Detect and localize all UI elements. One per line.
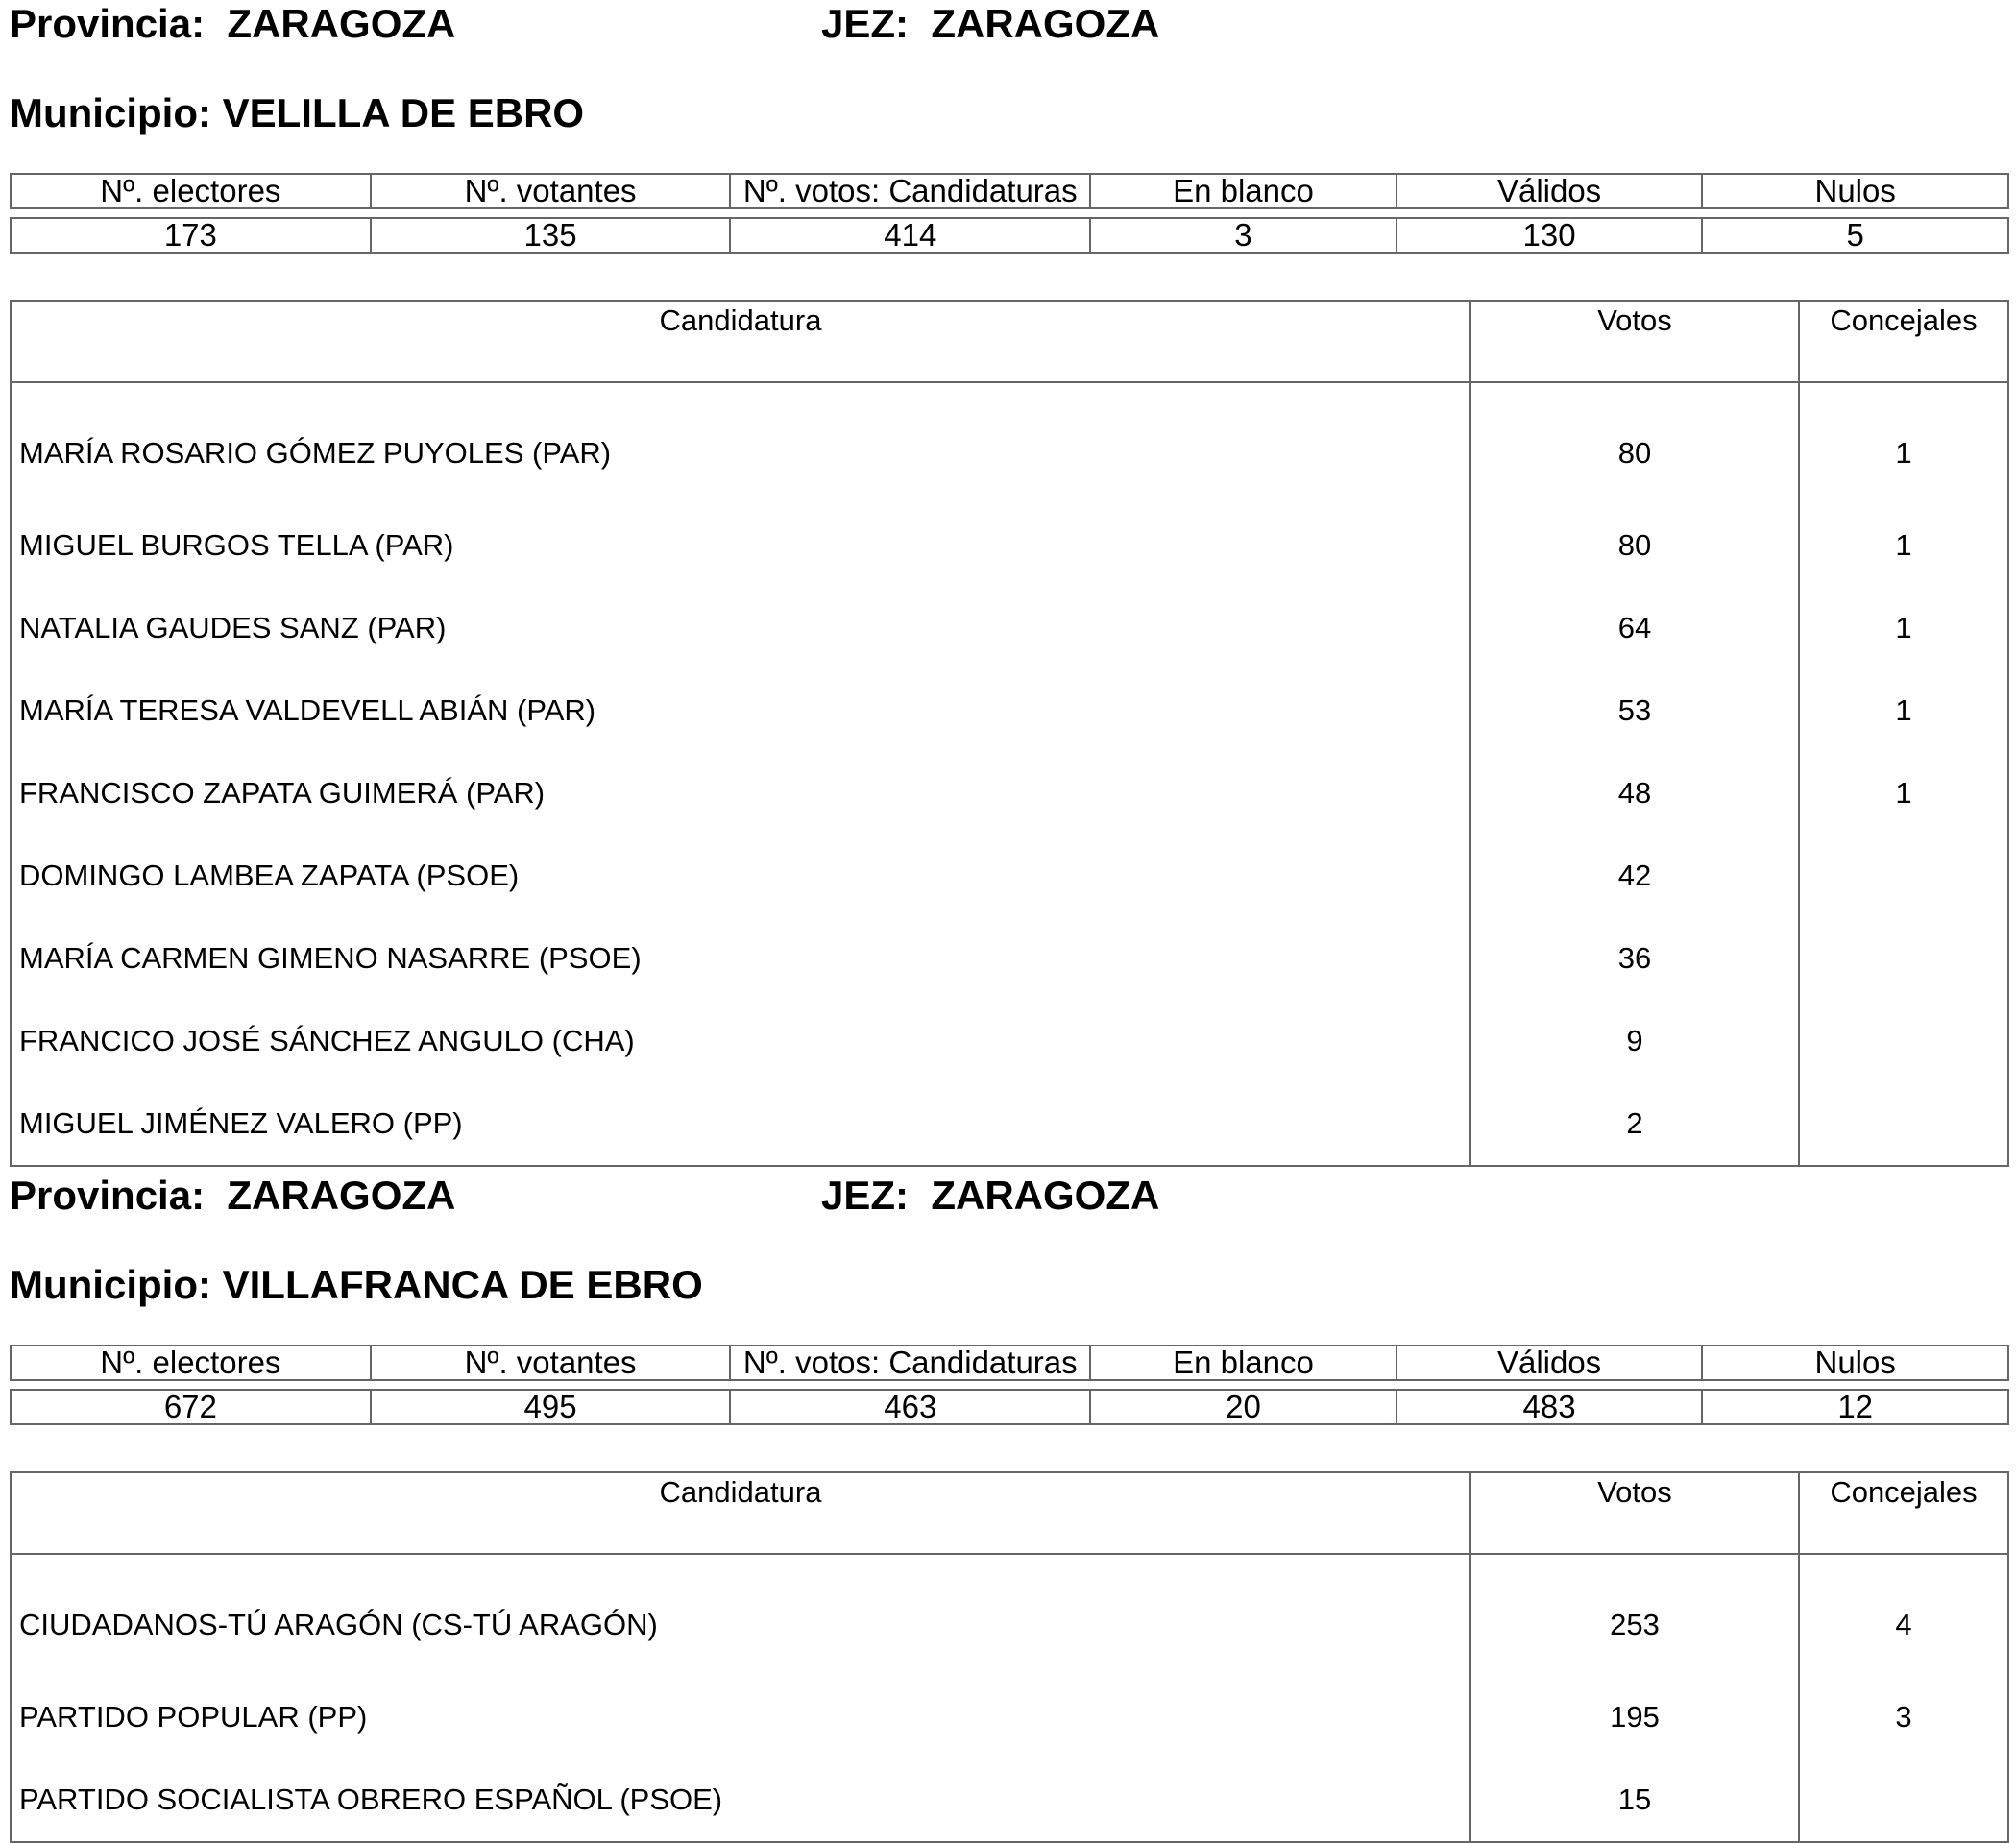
stats-header-row bbox=[11, 1346, 2008, 1380]
stats-value-cell: 5 bbox=[1702, 218, 2008, 253]
stats-value-cell: 495 bbox=[371, 1390, 731, 1424]
candidate-votes: 42 bbox=[1470, 835, 1799, 917]
municipality-section bbox=[10, 0, 2009, 1140]
candidate-name: MARÍA CARMEN GIMENO NASARRE (PSOE) bbox=[19, 941, 642, 975]
candidate-votes: 53 bbox=[1470, 669, 1799, 752]
stats-value-cell: 672 bbox=[11, 1390, 371, 1424]
stats-header-cell: Válidos bbox=[1397, 1346, 1703, 1380]
candidatura-header: Candidatura bbox=[11, 301, 1470, 382]
table-row bbox=[11, 669, 2008, 752]
concejales-header: Concejales bbox=[1799, 1472, 2008, 1554]
candidate-votes: 2 bbox=[1470, 1082, 1799, 1166]
candidate-seats: 1 bbox=[1799, 587, 2008, 669]
candidate-seats bbox=[1799, 1000, 2008, 1082]
candidate-votes: 15 bbox=[1470, 1758, 1799, 1842]
municipality-section bbox=[10, 1172, 2009, 1816]
candidate-name: MARÍA ROSARIO GÓMEZ PUYOLES (PAR) bbox=[19, 436, 612, 470]
stats-value-row bbox=[11, 1390, 2008, 1424]
stats-value-cell: 135 bbox=[371, 218, 731, 253]
votos-header: Votos bbox=[1470, 301, 1799, 382]
table-row bbox=[11, 917, 2008, 1000]
table-row bbox=[11, 835, 2008, 917]
stats-value-cell: 3 bbox=[1090, 218, 1397, 253]
provincia-label: Provincia: ZARAGOZA bbox=[10, 1173, 456, 1218]
candidates-header-row bbox=[11, 301, 2008, 382]
jez-label: JEZ: ZARAGOZA bbox=[821, 1, 1160, 46]
concejales-header: Concejales bbox=[1799, 301, 2008, 382]
candidate-name: MIGUEL BURGOS TELLA (PAR) bbox=[19, 528, 454, 562]
candidates-table bbox=[10, 300, 2009, 1167]
candidate-votes: 48 bbox=[1470, 752, 1799, 835]
stats-header-cell: Válidos bbox=[1397, 174, 1703, 208]
candidate-name: FRANCICO JOSÉ SÁNCHEZ ANGULO (CHA) bbox=[19, 1024, 635, 1057]
candidate-seats bbox=[1799, 1082, 2008, 1166]
stats-header-cell: Nulos bbox=[1702, 174, 2008, 208]
candidate-name: FRANCISCO ZAPATA GUIMERÁ (PAR) bbox=[19, 776, 546, 810]
stats-value-cell: 20 bbox=[1090, 1390, 1397, 1424]
stats-table bbox=[10, 1345, 2009, 1425]
stats-value-row bbox=[11, 218, 2008, 253]
table-row bbox=[11, 1000, 2008, 1082]
stats-header-cell: En blanco bbox=[1090, 1346, 1397, 1380]
candidate-seats: 1 bbox=[1799, 382, 2008, 504]
candidate-votes: 80 bbox=[1470, 504, 1799, 587]
stats-header-cell: Nº. votos: Candidaturas bbox=[730, 174, 1090, 208]
header-row bbox=[10, 1172, 2009, 1220]
candidate-seats: 3 bbox=[1799, 1676, 2008, 1758]
stats-value-cell: 130 bbox=[1397, 218, 1703, 253]
candidate-name: PARTIDO SOCIALISTA OBRERO ESPAÑOL (PSOE) bbox=[19, 1782, 723, 1816]
candidates-header-row bbox=[11, 1472, 2008, 1554]
candidate-name: PARTIDO POPULAR (PP) bbox=[19, 1700, 368, 1734]
candidate-name: MIGUEL JIMÉNEZ VALERO (PP) bbox=[19, 1106, 463, 1140]
header-row bbox=[10, 0, 2009, 48]
table-row bbox=[11, 1082, 2008, 1166]
stats-header-cell: Nº. electores bbox=[11, 1346, 371, 1380]
municipio-title: Municipio: VELILLA DE EBRO bbox=[10, 90, 585, 135]
stats-header-cell: Nº. electores bbox=[11, 174, 371, 208]
table-row bbox=[11, 1676, 2008, 1758]
jez-label: JEZ: ZARAGOZA bbox=[821, 1173, 1160, 1218]
candidate-seats: 1 bbox=[1799, 669, 2008, 752]
table-row bbox=[11, 1554, 2008, 1676]
stats-header-cell: Nº. votantes bbox=[371, 1346, 731, 1380]
table-row bbox=[11, 1758, 2008, 1842]
stats-value-cell: 463 bbox=[730, 1390, 1090, 1424]
stats-table bbox=[10, 173, 2009, 254]
candidates-table bbox=[10, 1471, 2009, 1843]
candidate-votes: 36 bbox=[1470, 917, 1799, 1000]
stats-header-cell: Nº. votos: Candidaturas bbox=[730, 1346, 1090, 1380]
stats-value-cell: 173 bbox=[11, 218, 371, 253]
municipio-title: Municipio: VILLAFRANCA DE EBRO bbox=[10, 1262, 703, 1307]
candidate-seats bbox=[1799, 1758, 2008, 1842]
candidate-votes: 64 bbox=[1470, 587, 1799, 669]
candidate-name: DOMINGO LAMBEA ZAPATA (PSOE) bbox=[19, 859, 520, 892]
candidatura-header: Candidatura bbox=[11, 1472, 1470, 1554]
stats-value-cell: 12 bbox=[1702, 1390, 2008, 1424]
candidate-seats: 4 bbox=[1799, 1554, 2008, 1676]
stats-header-cell: En blanco bbox=[1090, 174, 1397, 208]
votos-header: Votos bbox=[1470, 1472, 1799, 1554]
table-row bbox=[11, 752, 2008, 835]
candidate-seats bbox=[1799, 835, 2008, 917]
candidate-votes: 195 bbox=[1470, 1676, 1799, 1758]
stats-header-cell: Nulos bbox=[1702, 1346, 2008, 1380]
candidate-seats: 1 bbox=[1799, 504, 2008, 587]
candidate-votes: 80 bbox=[1470, 382, 1799, 504]
stats-value-cell: 483 bbox=[1397, 1390, 1703, 1424]
table-row bbox=[11, 587, 2008, 669]
stats-header-cell: Nº. votantes bbox=[371, 174, 731, 208]
stats-header-row bbox=[11, 174, 2008, 208]
candidate-votes: 9 bbox=[1470, 1000, 1799, 1082]
candidate-votes: 253 bbox=[1470, 1554, 1799, 1676]
candidate-name: NATALIA GAUDES SANZ (PAR) bbox=[19, 611, 447, 644]
stats-value-cell: 414 bbox=[730, 218, 1090, 253]
candidate-seats bbox=[1799, 917, 2008, 1000]
table-row bbox=[11, 382, 2008, 504]
provincia-label: Provincia: ZARAGOZA bbox=[10, 1, 456, 46]
candidate-name: CIUDADANOS-TÚ ARAGÓN (CS-TÚ ARAGÓN) bbox=[19, 1608, 658, 1641]
candidate-name: MARÍA TERESA VALDEVELL ABIÁN (PAR) bbox=[19, 693, 596, 727]
candidate-seats: 1 bbox=[1799, 752, 2008, 835]
table-row bbox=[11, 504, 2008, 587]
